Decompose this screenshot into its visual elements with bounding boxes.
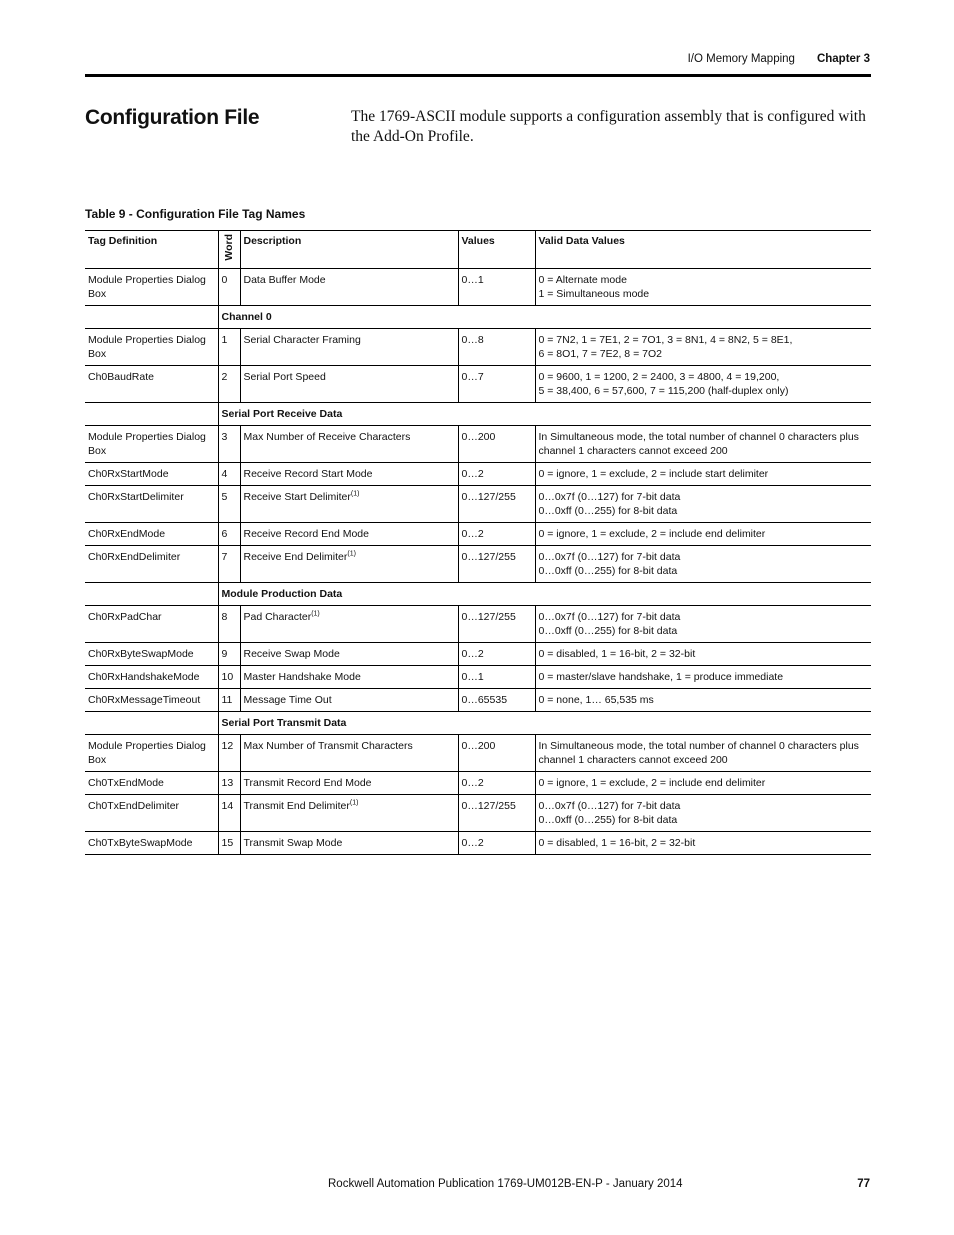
cell-tag-definition: Ch0RxEndMode — [85, 522, 218, 545]
cell-description — [240, 545, 458, 582]
description-text: Receive End Delimiter — [243, 550, 348, 563]
table-row — [85, 425, 871, 462]
description-text: Master Handshake Mode — [243, 670, 361, 683]
cell-valid-data-values — [535, 771, 871, 794]
table-group-row — [85, 305, 871, 328]
cell-word: 1 — [218, 328, 240, 365]
cell-description — [240, 365, 458, 402]
valid-value-line: In Simultaneous mode, the total number of channel 0 characters plus — [538, 430, 859, 443]
table-row — [85, 665, 871, 688]
cell-valid-data-values — [535, 605, 871, 642]
cell-word: 15 — [218, 831, 240, 854]
table-row — [85, 545, 871, 582]
cell-values: 0…1 — [458, 665, 535, 688]
description-text: Serial Port Speed — [243, 370, 326, 383]
valid-value-line: 0 = disabled, 1 = 16-bit, 2 = 32-bit — [538, 836, 696, 849]
table-row — [85, 365, 871, 402]
cell-valid-data-values — [535, 688, 871, 711]
description-text: Max Number of Receive Characters — [243, 430, 411, 443]
valid-value-line: 0…0xff (0…255) for 8-bit data — [538, 564, 678, 577]
valid-value-line: 0…0xff (0…255) for 8-bit data — [538, 504, 678, 517]
cell-tag-definition: Ch0RxStartDelimiter — [85, 485, 218, 522]
cell-valid-data-values — [535, 462, 871, 485]
table-row — [85, 328, 871, 365]
cell-valid-data-values — [535, 642, 871, 665]
page-number: 77 — [857, 1178, 870, 1190]
intro-paragraph: The 1769-ASCII module supports a configuration assembly that is configured with the Add-On Profile. — [351, 108, 866, 145]
description-text: Max Number of Transmit Characters — [243, 739, 413, 752]
description-text: Receive Record End Mode — [243, 527, 369, 540]
table-row — [85, 462, 871, 485]
cell-tag-definition: Ch0TxEndDelimiter — [85, 794, 218, 831]
table-row — [85, 485, 871, 522]
header-chapter: Chapter 3 — [816, 53, 870, 65]
footnote-ref: (1) — [311, 610, 320, 618]
table-group-row — [85, 582, 871, 605]
valid-value-line: 0 = ignore, 1 = exclude, 2 = include end delimiter — [538, 527, 766, 540]
group-title: Serial Port Transmit Data — [218, 711, 871, 734]
valid-value-line: 0 = 7N2, 1 = 7E1, 2 = 7O1, 3 = 8N1, 4 = 8N2, 5 = 8E1, — [538, 333, 793, 346]
valid-value-line: channel 1 characters cannot exceed 200 — [538, 444, 728, 457]
cell-valid-data-values — [535, 545, 871, 582]
table-row — [85, 794, 871, 831]
group-title: Module Production Data — [218, 582, 871, 605]
cell-description — [240, 831, 458, 854]
valid-value-line: 0 = ignore, 1 = exclude, 2 = include start delimiter — [538, 467, 769, 480]
cell-tag-definition: Ch0RxPadChar — [85, 605, 218, 642]
valid-value-line: 0…0x7f (0…127) for 7-bit data — [538, 550, 681, 563]
cell-word: 9 — [218, 642, 240, 665]
cell-valid-data-values — [535, 522, 871, 545]
table-row — [85, 688, 871, 711]
group-spacer-cell — [85, 711, 218, 734]
footnote-ref: (1) — [347, 550, 356, 558]
cell-tag-definition: Ch0RxByteSwapMode — [85, 642, 218, 665]
valid-value-line: 0…0x7f (0…127) for 7-bit data — [538, 490, 681, 503]
cell-values: 0…127/255 — [458, 545, 535, 582]
cell-valid-data-values — [535, 794, 871, 831]
description-text: Receive Record Start Mode — [243, 467, 373, 480]
group-title: Channel 0 — [218, 305, 871, 328]
valid-value-line: 0…0xff (0…255) for 8-bit data — [538, 813, 678, 826]
group-spacer-cell — [85, 582, 218, 605]
header-rule — [85, 74, 871, 77]
description-text: Data Buffer Mode — [243, 273, 326, 286]
table-row — [85, 771, 871, 794]
cell-valid-data-values — [535, 665, 871, 688]
cell-tag-definition: Ch0TxByteSwapMode — [85, 831, 218, 854]
table-group-row — [85, 711, 871, 734]
cell-description — [240, 794, 458, 831]
cell-valid-data-values — [535, 425, 871, 462]
footnote-ref: (1) — [349, 799, 359, 807]
cell-description — [240, 522, 458, 545]
cell-tag-definition: Module Properties Dialog Box — [85, 268, 218, 305]
cell-tag-definition: Ch0RxHandshakeMode — [85, 665, 218, 688]
cell-word: 3 — [218, 425, 240, 462]
cell-description — [240, 642, 458, 665]
footnote-ref: (1) — [350, 490, 360, 498]
table-row — [85, 642, 871, 665]
cell-word: 6 — [218, 522, 240, 545]
cell-values: 0…127/255 — [458, 605, 535, 642]
header-tag-definition: Tag Definition — [85, 231, 218, 269]
description-text: Transmit Swap Mode — [243, 836, 343, 849]
cell-valid-data-values — [535, 365, 871, 402]
cell-tag-definition: Module Properties Dialog Box — [85, 328, 218, 365]
description-text: Receive Start Delimiter — [243, 490, 351, 503]
valid-value-line: channel 1 characters cannot exceed 200 — [538, 753, 728, 766]
cell-tag-definition: Ch0RxEndDelimiter — [85, 545, 218, 582]
valid-value-line: 0…0x7f (0…127) for 7-bit data — [538, 799, 681, 812]
cell-word: 2 — [218, 365, 240, 402]
table-group-row — [85, 402, 871, 425]
cell-description — [240, 771, 458, 794]
cell-values: 0…127/255 — [458, 794, 535, 831]
group-title: Serial Port Receive Data — [218, 402, 871, 425]
cell-tag-definition: Ch0RxMessageTimeout — [85, 688, 218, 711]
cell-values: 0…2 — [458, 831, 535, 854]
valid-value-line: 6 = 8O1, 7 = 7E2, 8 = 7O2 — [538, 347, 662, 360]
valid-value-line: 0 = none, 1… 65,535 ms — [538, 693, 654, 706]
description-text: Transmit Record End Mode — [243, 776, 372, 789]
cell-description — [240, 268, 458, 305]
table-caption: Table 9 - Configuration File Tag Names — [85, 207, 306, 221]
cell-values: 0…2 — [458, 462, 535, 485]
cell-values: 0…2 — [458, 771, 535, 794]
valid-value-line: 0…0xff (0…255) for 8-bit data — [538, 624, 678, 637]
cell-word: 12 — [218, 734, 240, 771]
description-text: Message Time Out — [243, 693, 332, 706]
table-row — [85, 522, 871, 545]
group-spacer-cell — [85, 305, 218, 328]
cell-tag-definition: Ch0RxStartMode — [85, 462, 218, 485]
cell-values: 0…8 — [458, 328, 535, 365]
cell-tag-definition: Ch0BaudRate — [85, 365, 218, 402]
valid-value-line: 1 = Simultaneous mode — [538, 287, 650, 300]
valid-value-line: In Simultaneous mode, the total number of channel 0 characters plus — [538, 739, 859, 752]
cell-values: 0…200 — [458, 734, 535, 771]
cell-word: 10 — [218, 665, 240, 688]
header-valid-data-values: Valid Data Values — [535, 231, 871, 269]
valid-value-line: 0 = 9600, 1 = 1200, 2 = 2400, 3 = 4800, 4 = 19,200, — [538, 370, 780, 383]
cell-description — [240, 462, 458, 485]
valid-value-line: 0 = disabled, 1 = 16-bit, 2 = 32-bit — [538, 647, 696, 660]
cell-valid-data-values — [535, 485, 871, 522]
cell-valid-data-values — [535, 734, 871, 771]
table-row — [85, 605, 871, 642]
cell-word: 4 — [218, 462, 240, 485]
cell-word: 5 — [218, 485, 240, 522]
header-word — [218, 231, 240, 269]
header-description: Description — [240, 231, 458, 269]
valid-value-line: 5 = 38,400, 6 = 57,600, 7 = 115,200 (half-duplex only) — [538, 384, 789, 397]
group-spacer-cell — [85, 402, 218, 425]
valid-value-line: 0…0x7f (0…127) for 7-bit data — [538, 610, 681, 623]
cell-word: 14 — [218, 794, 240, 831]
cell-values: 0…7 — [458, 365, 535, 402]
cell-values: 0…2 — [458, 522, 535, 545]
cell-description — [240, 665, 458, 688]
cell-values: 0…127/255 — [458, 485, 535, 522]
cell-values: 0…200 — [458, 425, 535, 462]
cell-tag-definition: Ch0TxEndMode — [85, 771, 218, 794]
valid-value-line: 0 = ignore, 1 = exclude, 2 = include end delimiter — [538, 776, 766, 789]
cell-description — [240, 605, 458, 642]
cell-values: 0…2 — [458, 642, 535, 665]
header-word-label: Word — [222, 234, 235, 261]
cell-word: 0 — [218, 268, 240, 305]
table-row — [85, 831, 871, 854]
cell-word: 13 — [218, 771, 240, 794]
cell-valid-data-values — [535, 831, 871, 854]
cell-description — [240, 734, 458, 771]
section-title: Configuration File — [85, 106, 260, 129]
header-values: Values — [458, 231, 535, 269]
cell-valid-data-values — [535, 268, 871, 305]
cell-description — [240, 688, 458, 711]
valid-value-line: 0 = Alternate mode — [538, 273, 627, 286]
table-row — [85, 268, 871, 305]
cell-word: 8 — [218, 605, 240, 642]
valid-value-line: 0 = master/slave handshake, 1 = produce immediate — [538, 670, 784, 683]
cell-tag-definition: Module Properties Dialog Box — [85, 734, 218, 771]
description-text: Pad Character — [243, 610, 312, 623]
cell-description — [240, 485, 458, 522]
cell-values: 0…65535 — [458, 688, 535, 711]
table-body — [85, 268, 871, 854]
table-row — [85, 734, 871, 771]
cell-word: 11 — [218, 688, 240, 711]
footer-publication: Rockwell Automation Publication 1769-UM012B-EN-P - January 2014 — [328, 1178, 683, 1190]
config-tag-table — [85, 230, 871, 855]
cell-description — [240, 425, 458, 462]
running-header — [688, 53, 870, 65]
cell-valid-data-values — [535, 328, 871, 365]
header-section: I/O Memory Mapping — [687, 53, 795, 65]
cell-values: 0…1 — [458, 268, 535, 305]
cell-tag-definition: Module Properties Dialog Box — [85, 425, 218, 462]
cell-word: 7 — [218, 545, 240, 582]
cell-description — [240, 328, 458, 365]
table-header-row — [85, 231, 871, 269]
description-text: Transmit End Delimiter — [243, 799, 350, 812]
description-text: Receive Swap Mode — [243, 647, 340, 660]
description-text: Serial Character Framing — [243, 333, 361, 346]
